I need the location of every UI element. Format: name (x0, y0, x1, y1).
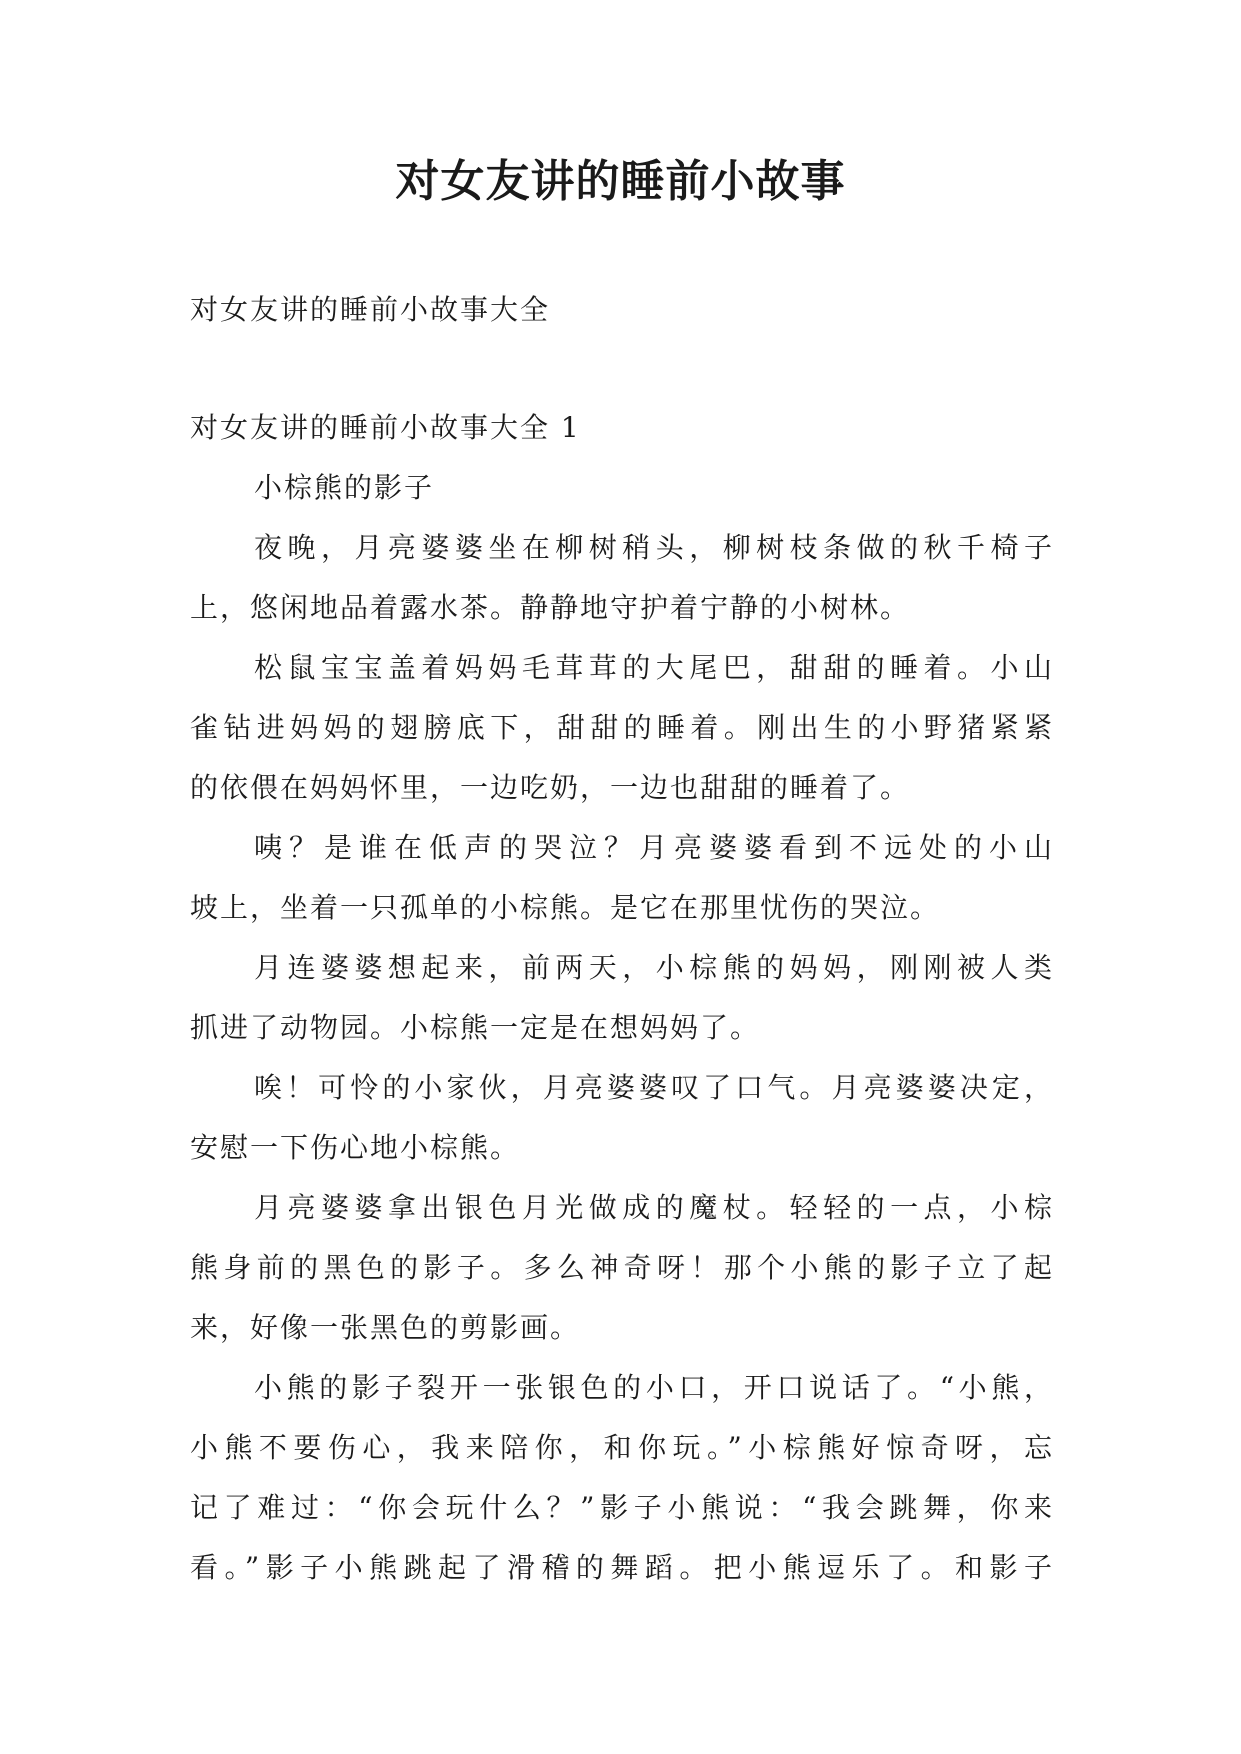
paragraph-line: 记了难过：“你会玩什么？”影子小熊说：“我会跳舞，你来 (190, 1491, 1052, 1524)
story-body (190, 408, 1052, 1608)
paragraph-line: 松鼠宝宝盖着妈妈毛茸茸的大尾巴，甜甜的睡着。小山 (254, 651, 1052, 684)
paragraph-line: 唉！可怜的小家伙，月亮婆婆叹了口气。月亮婆婆决定， (254, 1071, 1052, 1104)
document-subtitle: 对女友讲的睡前小故事大全 (190, 293, 551, 326)
paragraph-line: 来，好像一张黑色的剪影画。 (190, 1311, 581, 1344)
paragraph-line: 熊身前的黑色的影子。多么神奇呀！那个小熊的影子立了起 (190, 1251, 1052, 1284)
paragraph-line: 小熊不要伤心，我来陪你，和你玩。”小棕熊好惊奇呀，忘 (190, 1431, 1052, 1464)
paragraph-line: 的依偎在妈妈怀里，一边吃奶，一边也甜甜的睡着了。 (190, 771, 911, 804)
paragraph-line: 上，悠闲地品着露水茶。静静地守护着宁静的小树林。 (190, 591, 911, 624)
paragraph-line: 小熊的影子裂开一张银色的小口，开口说话了。“小熊， (254, 1371, 1052, 1404)
paragraph-line: 夜晚，月亮婆婆坐在柳树稍头，柳树枝条做的秋千椅子 (254, 531, 1052, 564)
paragraph-line: 坡上，坐着一只孤单的小棕熊。是它在那里忧伤的哭泣。 (190, 891, 941, 924)
paragraph-line: 抓进了动物园。小棕熊一定是在想妈妈了。 (190, 1011, 761, 1044)
story-title: 小棕熊的影子 (254, 471, 435, 504)
document-title: 对女友讲的睡前小故事 (395, 156, 846, 207)
paragraph-line: 咦？是谁在低声的哭泣？月亮婆婆看到不远处的小山 (254, 831, 1052, 864)
paragraph-line: 看。”影子小熊跳起了滑稽的舞蹈。把小熊逗乐了。和影子 (190, 1551, 1052, 1584)
paragraph-line: 月连婆婆想起来，前两天，小棕熊的妈妈，刚刚被人类 (254, 951, 1052, 984)
paragraph-line: 雀钻进妈妈的翅膀底下，甜甜的睡着。刚出生的小野猪紧紧 (190, 711, 1052, 744)
section-heading: 对女友讲的睡前小故事大全 1 (190, 411, 581, 444)
paragraph-line: 月亮婆婆拿出银色月光做成的魔杖。轻轻的一点，小棕 (254, 1191, 1052, 1224)
paragraph-line: 安慰一下伤心地小棕熊。 (190, 1131, 521, 1164)
